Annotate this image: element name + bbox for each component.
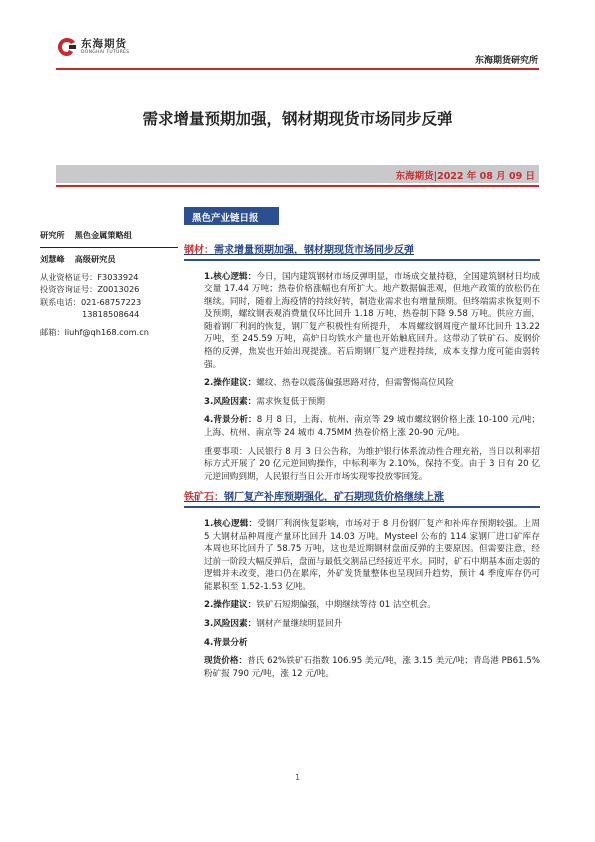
analyst-name: 刘慧峰 (40, 254, 65, 264)
steel-risk (184, 396, 540, 409)
text: 铁矿石短期偏强，中期继续等待 01 沽空机会。 (256, 600, 436, 611)
sidebar-line: 从业资格证号：F3033924 (40, 272, 139, 282)
ore-background (184, 637, 540, 650)
topic-divider (184, 259, 540, 261)
text: 钢材产量继续明显回升 (256, 619, 343, 630)
ore-spot-price (184, 655, 540, 680)
text: 今日，国内建筑钢材市场反弹明显，市场成交量持稳，全国建筑钢材日均成交量 17.44 万吨；热卷价格涨幅也有所扩大。地产数据偏悲观，但地产政策的放松仍在继续。同时，随着上海疫情的持续好转，制造业需求也有增量预期。但终端需求恢复则不及预期，螺纹钢表观消费量仅环比回升 1.18 万吨，热卷制下降 9.58 万吨。供应方面，随着钢厂利润的恢复，钢厂复产积极性有所提升， 本周螺纹钢周度产量环比回升 13.22 万吨，至 245.59 万吨，高炉日均铁水产量也开始触底回升。这带动了铁矿石、废钢价格的反弹，焦炭也开始出现提涨。若后期钢厂复产进程持续，成本支撑力度可能由弱转强。 (204, 271, 540, 370)
sidebar-divider (40, 247, 178, 248)
donghai-logo-icon (56, 36, 78, 58)
steel-topic-title: 需求增量预期加强，钢材期现货市场同步反弹 (214, 245, 414, 256)
page-number: 1 (294, 773, 301, 782)
date-divider (56, 185, 539, 187)
steel-news (184, 446, 540, 484)
steel-topic-prefix: 钢材： (184, 245, 214, 256)
ore-risk (184, 618, 540, 631)
sidebar-line: 投资咨询证号：Z0013026 (40, 284, 140, 295)
sidebar-line: 13818508644 (82, 308, 140, 319)
text: 受钢厂利润恢复影响，市场对于 8 月份钢厂复产和补库存预期较强。上周 5 大钢材品种周度产量环比回升 14.03 万吨。Mysteel 公布的 114 家钢厂进口矿库存本周也环比回升了 58.75 万吨，这也是近期钢材盘面反弹的主要原因。但需要注意，经过前一阶段大幅反弹后，盘面与最低交割品已经接近平水。同时，矿石中期基本面走弱的逻辑并未改变，港口仍在累库，外矿发货量整体也呈现回升趋势，预计 4 季度库存仍可能累积至 1.52-1.53 亿吨。 (204, 518, 540, 592)
label: 1.核心逻辑： (204, 271, 257, 282)
topic-divider (184, 506, 540, 508)
date-bar (56, 165, 539, 183)
header-institute-label: 东海期货研究所 (474, 56, 538, 66)
header-divider (56, 68, 539, 70)
logo-english-name: DONGHAI FUTURES (81, 50, 130, 55)
logo-chinese-name: 东海期货 (81, 38, 127, 50)
text: 普氏 62%铁矿石指数 106.95 美元/吨，涨 3.15 美元/吨；青岛港 PB61.5%粉矿报 790 元/吨，涨 12 元/吨。 (204, 656, 540, 679)
label: 现货价格： (204, 656, 248, 667)
sidebar-org: 研究所 (40, 230, 65, 240)
steel-operation (184, 377, 540, 390)
label: 2.操作建议： (204, 378, 257, 389)
ore-operation (184, 599, 540, 612)
text: 重要事项：人民银行 8 月 3 日公告称，为维护银行体系流动性合理充裕，当日以利率招标方式开展了 20 亿元逆回购操作，中标利率为 2.10%，保持不变。由于 3 日有 20 亿元逆回购到期，人民银行当日公开市场实现零投放零回笼。 (204, 446, 540, 482)
label: 1.核心逻辑： (204, 518, 258, 529)
steel-core-logic (184, 271, 540, 372)
report-title: 需求增量预期加强，钢材期现货市场同步反弹 (142, 110, 453, 128)
ore-core-logic (184, 518, 540, 594)
company-logo (56, 36, 129, 58)
report-date: 东海期货|2022 年 08 月 09 日 (395, 171, 535, 182)
report-content (184, 244, 540, 686)
sidebar-group: 黑色金属策略组 (74, 230, 132, 240)
ore-topic-heading[interactable] (184, 491, 540, 504)
label: 2.操作建议： (204, 600, 257, 611)
label: 3.风险因素： (204, 619, 257, 630)
analyst-email[interactable]: 邮箱：liuhf@qh168.com.cn (40, 327, 149, 338)
ore-topic-title: 钢厂复产补库预期强化，矿石期现货价格继续上涨 (224, 492, 444, 504)
section-tag: 黑色产业链日报 (184, 207, 279, 225)
text: 需求恢复低于预期 (256, 396, 325, 407)
analyst-sidebar (40, 230, 180, 338)
text: 螺纹、热卷以震荡偏强思路对待，但需警惕高位风险 (256, 378, 454, 389)
label: 4.背景分析 (204, 637, 248, 648)
text: 8 月 8 日，上海、杭州、南京等 29 城市螺纹钢价格上涨 10-100 元/吨；上海、杭州、南京等 24 城市 4.75MM 热卷价格上涨 20-90 元/吨。 (204, 415, 540, 439)
analyst-title: 高级研究员 (74, 254, 116, 264)
label: 4.背景分析： (204, 415, 257, 426)
steel-background (184, 414, 540, 439)
steel-topic-heading[interactable] (184, 244, 540, 257)
ore-topic-prefix: 铁矿石： (184, 492, 224, 504)
page-header (0, 0, 595, 75)
sidebar-line: 联系电话：021-68757223 (40, 296, 142, 307)
label: 3.风险因素： (204, 396, 257, 407)
